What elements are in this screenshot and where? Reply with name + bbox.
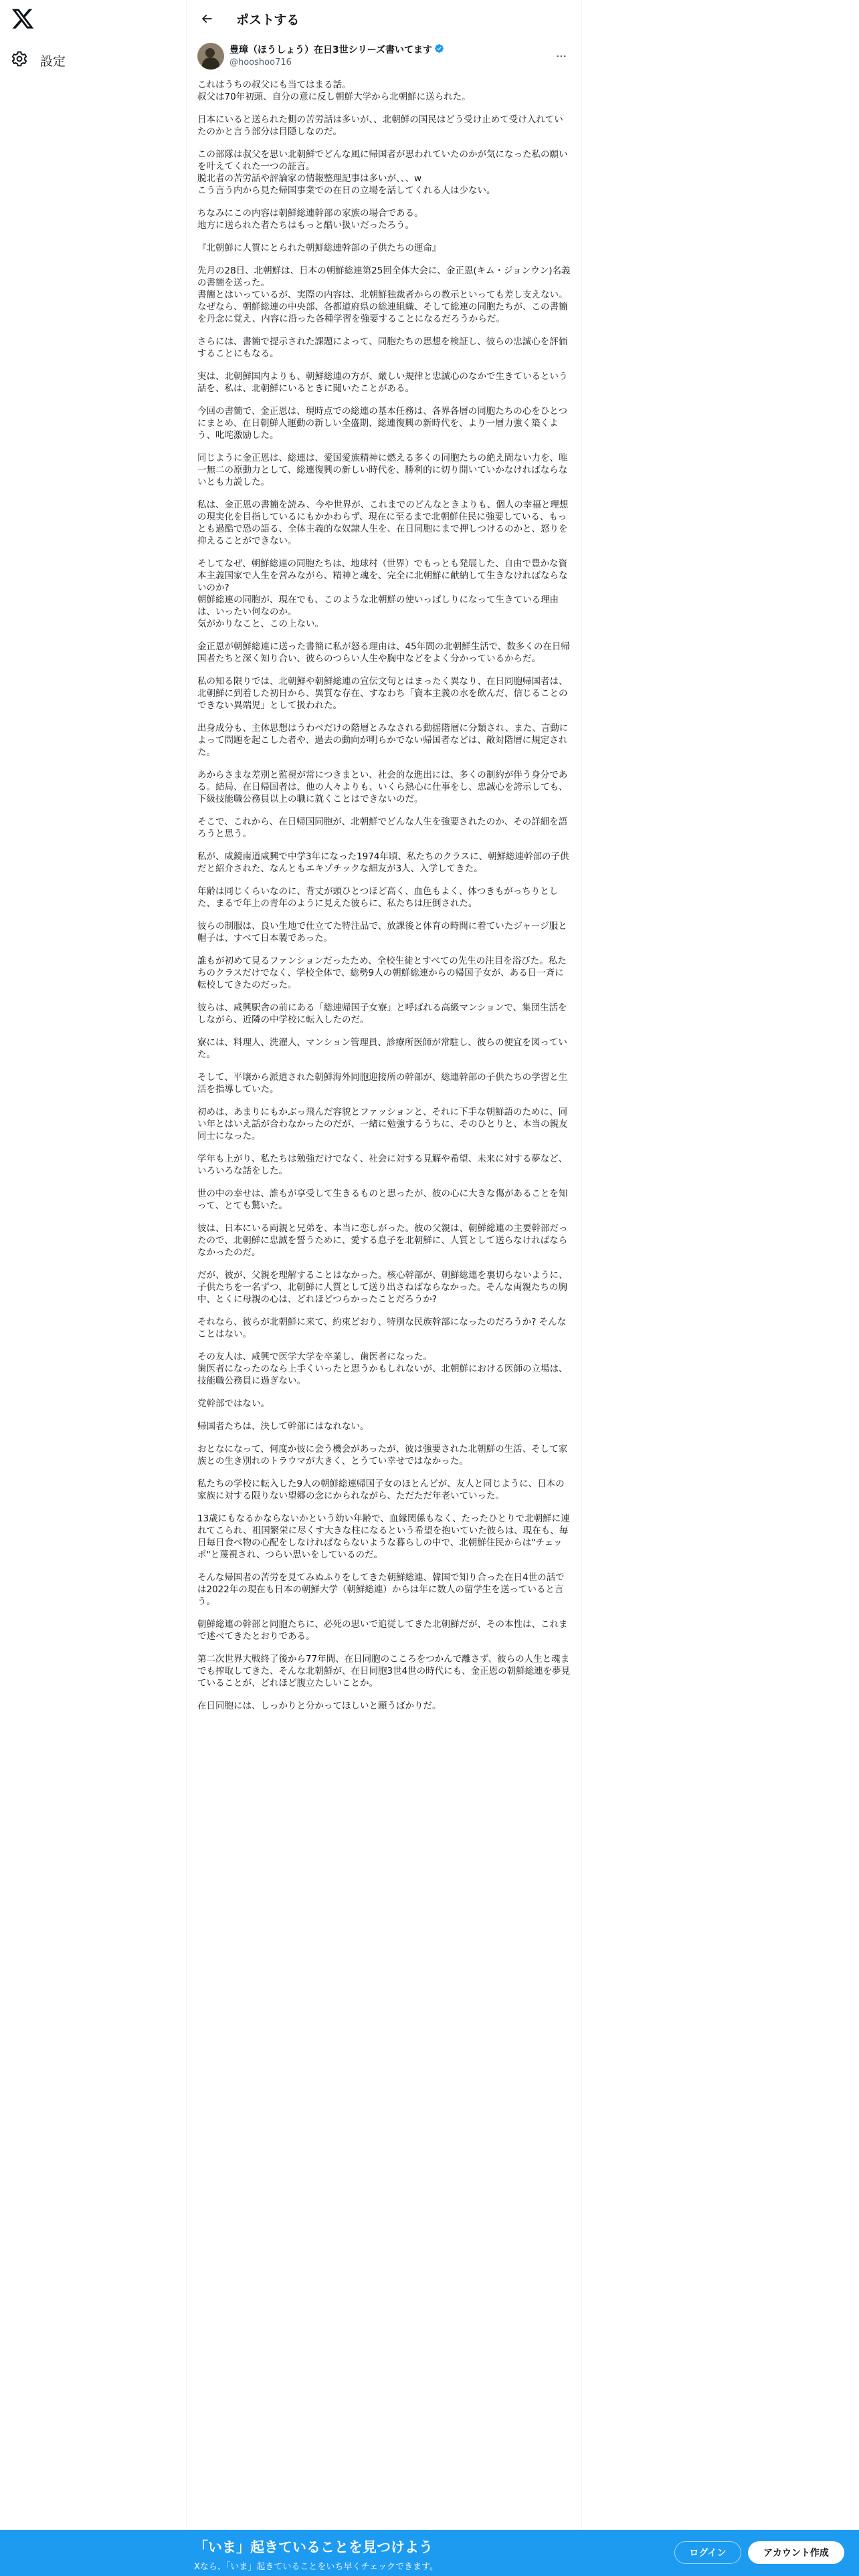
- post-paragraph: 『北朝鮮に人質にとられた朝鮮総連幹部の子供たちの運命』: [197, 243, 442, 253]
- post-paragraph: 帰国者たちは、決して幹部にはなれない。: [197, 1421, 369, 1432]
- post-paragraph: 金正恩が朝鮮総連に送った書簡に私が怒る理由は、45年間の北朝鮮生活で、数多くの在日帰国者たちと深く知り合い、彼らのつらい人生や胸中などをよく分かっているからだ。: [197, 641, 570, 664]
- post-paragraph: 寮には、料理人、洗濯人、マンション管理員、診療所医師が常駐し、彼らの便宜を図っていた。: [197, 1037, 567, 1060]
- post-paragraph: これはうちの叔父にも当てはまる話。 叔父は70年初頭、自分の意に反し朝鮮大学から北朝鮮に送られた。: [197, 80, 471, 102]
- post-author: [197, 40, 571, 72]
- post-paragraph: 私たちの学校に転入した9人の朝鮮総連帰国子女のほとんどが、友人と同じように、日本の家族に対する限りない望郷の念にかられながら、ただただ年老いていった。: [197, 1479, 565, 1501]
- banner-title: 「いま」起きていることを見つけよう: [194, 2539, 433, 2555]
- post-paragraph: さらには、書簡で提示された課題によって、同胞たちの思想を検証し、彼らの忠誠心を評価することにもなる。: [197, 336, 568, 359]
- verified-badge-icon: [434, 43, 444, 57]
- post-paragraph: 先月の28日、北朝鮮は、日本の朝鮮総連第25回全体大会に、金正恩(キム・ジョンウン)名義の書簡を送った。 書簡とはいっているが、実際の内容は、北朝鮮独裁者からの教示といっても差し支えない。 なぜなら、朝鮮総連の中央部、各都道府県の総連組織、そして総連の同胞たちが、この書簡を丹念に覚え、内容に沿った各種学習を強要することになるだろうからだ。: [197, 265, 571, 324]
- nav-settings-label: 設定: [40, 53, 66, 69]
- post-paragraph: この部隊は叔父を思い北朝鮮でどんな風に帰国者が思われていたのかが気になった私の願いを叶えてくれた一つの証言。 脱北者の苦労話や評論家の情報整理記事は多いが、、、w こう言う内から見た帰国事業での在日の立場を話してくれる人は少ない。: [197, 149, 568, 196]
- signup-banner: [0, 2530, 859, 2576]
- post-paragraph: おとなになって、何度か彼に会う機会があったが、彼は強要された北朝鮮の生活、そして家族との生き別れのトラウマが大きく、とうてい幸せではなかった。: [197, 1444, 568, 1467]
- signup-button[interactable]: アカウント作成: [748, 2541, 844, 2564]
- x-logo-icon[interactable]: [11, 7, 35, 31]
- post-paragraph: 学年も上がり、私たちは勉強だけでなく、社会に対する見解や希望、未来に対する夢など、いろいろな話をした。: [197, 1154, 568, 1176]
- post-paragraph: 私が、咸鏡南道咸興で中学3年になった1974年頃、私たちのクラスに、朝鮮総連幹部の子供だと紹介された、なんともエキゾチックな細友が3人、入学してきた。: [197, 851, 569, 874]
- post-paragraph: 彼らの制服は、良い生地で仕立てた特注品で、放課後と体育の時間に着ていたジャージ服と帽子は、すべて日本製であった。: [197, 921, 567, 944]
- post-paragraph: 13歳にもなるかならないかという幼い年齢で、血縁関係もなく、たったひとりで北朝鮮に連れてこられ、祖国繁栄に尽くす大きな柱になるという希望を抱いていた彼らは、現在も、毎日毎日食べ物の心配をしなければならないような暮らしの中で、北朝鮮住民からは"チェッポ"と蔑視され、つらい思いをしているのだ。: [197, 1513, 570, 1560]
- more-options-icon[interactable]: [552, 47, 571, 66]
- post-paragraph: 私は、金正恩の書簡を読み、今や世界が、これまでのどんなときよりも、個人の幸福と理想の現実化を目指しているにもかかわらず、現在に至るまで北朝鮮住民に強要している、もっとも過酷で恐の語る、全体主義的な奴隷人生を、在日同胞にまで押しつけるのかと、怒りを抑えることができない。: [197, 500, 569, 546]
- post-paragraph: 同じように金正恩は、総連は、愛国愛族精神に燃える多くの同胞たちの絶え間ない力を、唯一無二の原動力として、総連復興の新しい時代を、勝利的に切り開いていかなければならないとも力説した。: [197, 453, 568, 488]
- nav-settings[interactable]: [11, 47, 66, 74]
- post-paragraph: 実は、北朝鮮国内よりも、朝鮮総連の方が、厳しい規律と忠誠心のなかで生きているという話を、私は、北朝鮮にいるときに聞いたことがある。: [197, 371, 568, 394]
- post-paragraph: 在日同胞には、しっかりと分かってほしいと願うばかりだ。: [197, 1701, 442, 1711]
- post-paragraph: 初めは、あまりにもかぶっ飛んだ容貌とファッションと、それに下手な朝鮮語のために、同い年とはいえ話が合わなかったのだが、一緒に勉強するうちに、そのひとりと、本当の親友同士になった。: [197, 1107, 568, 1142]
- post-paragraph: そして、平壌から派遣された朝鮮海外同胞迎接所の幹部が、総連幹部の子供たちの学習と生活を指導していた。: [197, 1072, 568, 1095]
- page-header: [187, 0, 581, 37]
- post-paragraph: 今回の書簡で、金正恩は、現時点での総連の基本任務は、各界各層の同胞たちの心をひとつにまとめ、在日朝鮮人運動の新しい全盛期、総連復興の新時代を、より一層力強く築くよう、叱咤激励した。: [197, 406, 567, 441]
- post-paragraph: 党幹部ではない。: [197, 1398, 270, 1409]
- author-handle[interactable]: @hooshoo716: [229, 58, 292, 68]
- gear-icon: [11, 50, 28, 70]
- post-paragraph: 出身成分も、主体思想はうわべだけの階層とみなされる動揺階層に分類され、また、言動によって問題を起こした者や、過去の動向が明らかでない帰国者などは、敵対階層に規定された。: [197, 723, 569, 758]
- post-paragraph: 世の中の幸せは、誰もが享受して生きるものと思ったが、彼の心に大きな傷があることを知って、とても驚いた。: [197, 1188, 568, 1211]
- page-title: ポストする: [236, 12, 300, 27]
- main-column: [186, 0, 582, 2576]
- banner-subtitle: Xなら、「いま」起きていることをいち早くチェックできます。: [194, 2562, 438, 2572]
- post-paragraph: そんな帰国者の苦労を見てみぬふりをしてきた朝鮮総連、韓国で知り合った在日4世の話では2022年の現在も日本の朝鮮大学（朝鮮総連）からは年に数人の留学生を送っていると言う。: [197, 1572, 565, 1607]
- post-paragraph: 誰もが初めて見るファンションだったため、全校生徒とすべての先生の注目を浴びた。私たちのクラスだけでなく、学校全体で、総勢9人の朝鮮総連からの帰国子女が、ある日一斉に転校してきたのだった。: [197, 956, 567, 990]
- post-paragraph: そしてなぜ、朝鮮総連の同胞たちは、地球村（世界）でもっとも発展した、自由で豊かな資本主義国家で人生を営みながら、精神と魂を、完全に北朝鮮に献納して生きなければならないのか? 朝鮮総連の同胞が、現在でも、このような北朝鮮の使いっぱしりになって生きている理由は、いったい何なのか。 気がかりなこと、この上ない。: [197, 558, 568, 629]
- author-name-row[interactable]: [229, 43, 444, 57]
- arrow-left-icon[interactable]: [197, 9, 216, 28]
- post-paragraph: その友人は、咸興で医学大学を卒業し、歯医者になった。 歯医者になったのなら上手くいったと思うかもしれないが、北朝鮮における医師の立場は、技能職公務員に過ぎない。: [197, 1352, 568, 1386]
- post-paragraph: そこで、これから、在日帰国同胞が、北朝鮮でどんな人生を強要されたのか、その詳細を語ろうと思う。: [197, 817, 568, 839]
- left-navigation: [0, 0, 186, 2576]
- post-paragraph: 朝鮮総連の幹部と同胞たちに、必死の思いで追従してきた北朝鮮だが、その本性は、これまで述べてきたとおりである。: [197, 1619, 568, 1642]
- avatar[interactable]: [197, 43, 224, 70]
- post-paragraph: あからさまな差別と監視が常につきまとい、社会的な進出には、多くの制約が伴う身分である。結局、在日帰国者は、他の人々よりも、いくら熱心に仕事をし、忠誠心を誇示しても、下級技能職公務員以上の職に就くことはできないのだ。: [197, 770, 568, 804]
- post-paragraph: だが、彼が、父親を理解することはなかった。核心幹部が、朝鮮総連を裏切らないように、子供たちを一名ずつ、北朝鮮に人質として送り出さねばならなかった。そんな両親たちの胸中、とくに母親の心は、どれほどつらかったことだろうか?: [197, 1270, 568, 1305]
- author-name[interactable]: 豊璋（ほうしょう）在日3世シリーズ書いてます: [229, 45, 433, 56]
- post-paragraph: 私の知る限りでは、北朝鮮や朝鮮総連の宣伝文句とはまったく異なり、在日同胞帰国者は、北朝鮮に到着した初日から、異質な存在、すなわち「資本主義の水を飲んだ、信じることのできない異端児」として扱われた。: [197, 676, 568, 711]
- post-paragraph: ちなみにこの内容は朝鮮総連幹部の家族の場合である。 地方に送られた者たちはもっと酷い扱いだったろう。: [197, 208, 423, 231]
- post-paragraph: 彼は、日本にいる両親と兄弟を、本当に恋しがった。彼の父親は、朝鮮総連の主要幹部だったので、北朝鮮に忠誠を誓うために、愛する息子を北朝鮮に、人質として送らなければならなかったのだ。: [197, 1223, 568, 1258]
- post-paragraph: 彼らは、咸興駅舎の前にある「総連帰国子女寮」と呼ばれる高級マンションで、集団生活をしながら、近隣の中学校に転入したのだ。: [197, 1002, 567, 1025]
- post-paragraph: 第二次世界大戦終了後から77年間、在日同胞のこころをつかんで離さず、彼らの人生と魂までも搾取してきた、そんな北朝鮮が、在日同胞3世4世の時代にも、金正恩の朝鮮総連を夢見ていることが、どれほど腹立たしいことか。: [197, 1654, 571, 1689]
- post: [187, 40, 581, 1712]
- post-paragraph: 年齢は同じくらいなのに、背丈が頭ひとつほど高く、血色もよく、体つきもがっちりとした、まるで年上の青年のように見えた彼らに、私たちは圧倒された。: [197, 886, 559, 909]
- post-text: [197, 79, 571, 1712]
- post-paragraph: それなら、彼らが北朝鮮に来て、約束どおり、特別な民族幹部になったのだろうか? そんなことはない。: [197, 1317, 567, 1339]
- login-button[interactable]: ログイン: [674, 2541, 741, 2564]
- post-paragraph: 日本にいると送られた側の苦労話は多いが、、北朝鮮の国民はどう受け止めて受け入れていたのかと言う部分は目隠しなのだ。: [197, 114, 563, 137]
